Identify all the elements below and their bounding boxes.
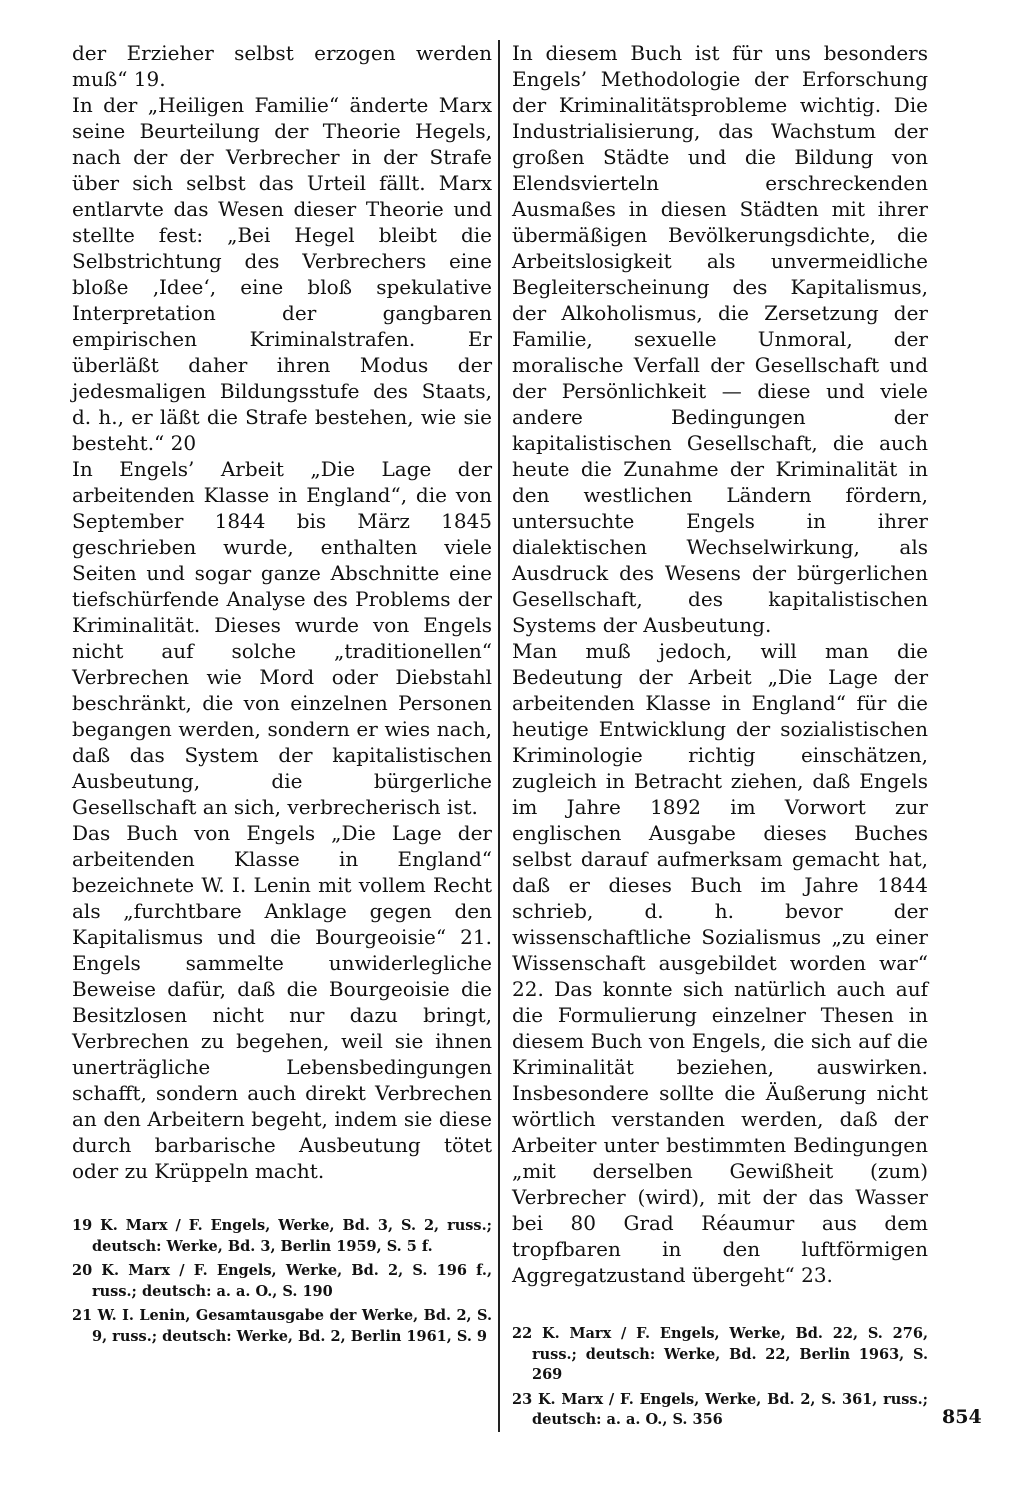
right-column: [512, 40, 928, 1435]
footnote: 22 K. Marx / F. Engels, Werke, Bd. 22, S. 276, russ.; deutsch: Werke, Bd. 22, Berlin 1963, S. 269: [512, 1325, 928, 1383]
page-number: 854: [942, 1406, 982, 1428]
left-body: [72, 40, 492, 1184]
footnote: 21 W. I. Lenin, Gesamtausgabe der Werke, Bd. 2, S. 9, russ.; deutsch: Werke, Bd. 2, Berlin 1961, S. 9: [72, 1307, 492, 1345]
footnotes-left: [72, 1216, 492, 1347]
left-column: [72, 40, 492, 1351]
footnotes-right: [512, 1324, 928, 1431]
paragraph: Man muß jedoch, will man die Bedeutung der Arbeit „Die Lage der arbeitenden Klasse in England“ für die heutige Entwicklung der sozialistischen Kriminologie richtig einschätzen, zugleich in Betracht ziehen, daß Engels im Jahre 1892 im Vorwort zur englischen Ausgabe dieses Buches selbst darauf aufmerksam gemacht hat, daß er dieses Buch im Jahre 1844 schrieb, d. h. bevor der wissenschaftliche Sozialismus „zu einer Wissenschaft ausgebildet worden war“ 22. Das konnte sich natürlich auch auf die Formulierung einzelner Thesen in diesem Buch von Engels, die sich auf die Kriminalität beziehen, auswirken. Insbesondere sollte die Äußerung nicht wörtlich verstanden werden, daß der Arbeiter unter bestimmten Bedingungen „mit derselben Gewißheit (zum) Verbrecher (wird), mit der das Wasser bei 80 Grad Réaumur aus dem tropfbaren in den luftförmigen Aggregatzustand übergeht“ 23.: [512, 639, 928, 1287]
footnote: 23 K. Marx / F. Engels, Werke, Bd. 2, S. 361, russ.; deutsch: a. a. O., S. 356: [512, 1390, 928, 1428]
column-divider: [498, 40, 500, 1432]
right-body: [512, 40, 928, 1288]
footnote: 19 K. Marx / F. Engels, Werke, Bd. 3, S. 2, russ.; deutsch: Werke, Bd. 3, Berlin 1959, S. 5 f.: [72, 1217, 492, 1255]
paragraph: In Engels’ Arbeit „Die Lage der arbeitenden Klasse in England“, die von September 1844 bis März 1845 geschrieben wurde, enthalten viele Seiten und sogar ganze Abschnitte eine tiefschürfende Analyse des Problems der Kriminalität. Dieses wurde von Engels nicht auf solche „traditionellen“ Verbrechen wie Mord oder Diebstahl beschränkt, die von einzelnen Personen begangen werden, sondern er wies nach, daß das System der kapitalistischen Ausbeutung, die bürgerliche Gesellschaft an sich, verbrecherisch ist.: [72, 457, 492, 819]
footnote: 20 K. Marx / F. Engels, Werke, Bd. 2, S. 196 f., russ.; deutsch: a. a. O., S. 190: [72, 1262, 492, 1300]
paragraph: Das Buch von Engels „Die Lage der arbeitenden Klasse in England“ bezeichnete W. I. Lenin mit vollem Recht als „furchtbare Anklage gegen den Kapitalismus und die Bourgeoisie“ 21. Engels sammelte unwiderlegliche Beweise dafür, daß die Bourgeoisie die Besitzlosen nicht nur dazu bringt, Verbrechen zu begehen, weil sie ihnen unerträgliche Lebensbedingungen schafft, sondern auch direkt Verbrechen an den Arbeitern begeht, indem sie diese durch barbarische Ausbeutung tötet oder zu Krüppeln macht.: [72, 821, 492, 1183]
paragraph: der Erzieher selbst erzogen werden muß“ 19.: [72, 41, 492, 91]
paragraph: In der „Heiligen Familie“ änderte Marx seine Beurteilung der Theorie Hegels, nach der der Verbrecher in der Strafe über sich selbst das Urteil fällt. Marx entlarvte das Wesen dieser Theorie und stellte fest: „Bei Hegel bleibt die Selbstrichtung des Verbrechers eine bloße ‚Idee‘, eine bloß spekulative Interpretation der gangbaren empirischen Kriminalstrafen. Er überläßt daher ihren Modus der jedesmaligen Bildungsstufe des Staats, d. h., er läßt die Strafe bestehen, wie sie besteht.“ 20: [72, 93, 492, 455]
paragraph: In diesem Buch ist für uns besonders Engels’ Methodologie der Erforschung der Kriminalitätsprobleme wichtig. Die Industrialisierung, das Wachstum der großen Städte und die Bildung von Elendsvierteln erschreckenden Ausmaßes in diesen Städten mit ihrer übermäßigen Bevölkerungsdichte, die Arbeitslosigkeit als unvermeidliche Begleiterscheinung des Kapitalismus, der Alkoholismus, die Zersetzung der Familie, sexuelle Unmoral, der moralische Verfall der Gesellschaft und der Persönlichkeit — diese und viele andere Bedingungen der kapitalistischen Gesellschaft, die auch heute die Zunahme der Kriminalität in den westlichen Ländern fördern, untersuchte Engels in ihrer dialektischen Wechselwirkung, als Ausdruck des Wesens der bürgerlichen Gesellschaft, des kapitalistischen Systems der Ausbeutung.: [512, 41, 928, 637]
